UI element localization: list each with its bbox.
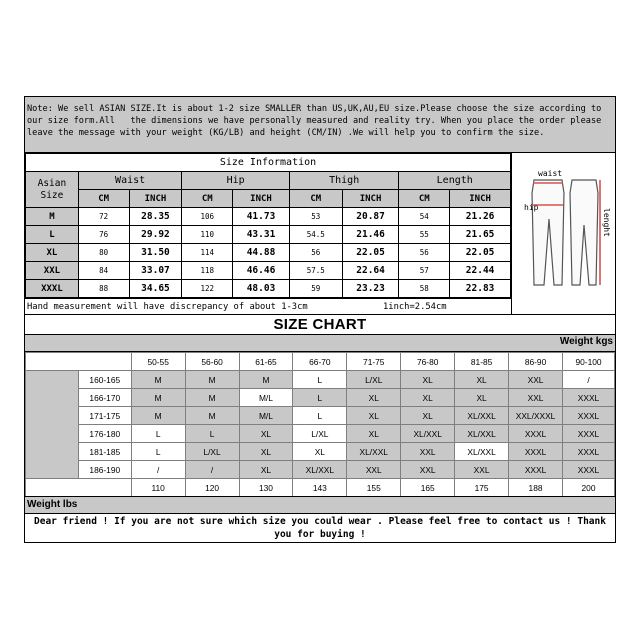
lbs-value-cell: 188 (509, 479, 563, 497)
corner-cell (26, 353, 132, 371)
inch-value-cell: 20.87 (342, 208, 399, 226)
cm-value-cell: 57.5 (289, 262, 342, 280)
size-recommendation-cell: XL/XXL (455, 407, 509, 425)
size-recommendation-cell: XXXL (509, 461, 563, 479)
size-recommendation-cell: XL/XXL (455, 425, 509, 443)
inch-value-cell: 22.44 (450, 262, 511, 280)
weight-lbs-label: Weight lbs (27, 499, 78, 510)
inch-value-cell: 43.31 (233, 226, 290, 244)
size-recommendation-cell: XL (239, 443, 293, 461)
cm-value-cell: 55 (399, 226, 450, 244)
size-recommendation-cell: XL (293, 443, 347, 461)
inch-value-cell: 31.50 (129, 244, 182, 262)
size-recommendation-cell: XXL (509, 389, 563, 407)
unit-cm-header: CM (182, 190, 233, 208)
lbs-value-cell: 155 (347, 479, 401, 497)
cm-value-cell: 57 (399, 262, 450, 280)
size-info-row (26, 280, 511, 298)
size-recommendation-cell: L (293, 389, 347, 407)
size-recommendation-cell: XXL/XXXL (509, 407, 563, 425)
size-info-row (26, 226, 511, 244)
cm-value-cell: 76 (78, 226, 129, 244)
size-recommendation-cell: XL (239, 425, 293, 443)
cm-value-cell: 53 (289, 208, 342, 226)
thigh-header: Thigh (289, 172, 399, 190)
hip-header: Hip (182, 172, 290, 190)
size-chart-title: SIZE CHART (273, 316, 367, 333)
weight-kgs-bar (25, 334, 615, 352)
size-recommendation-cell: XL/XXL (455, 443, 509, 461)
unit-inch-header: INCH (450, 190, 511, 208)
height-range-cell: 176-180 (78, 425, 131, 443)
size-label-cell: XXXL (26, 280, 79, 298)
cm-value-cell: 88 (78, 280, 129, 298)
inch-value-cell: 41.73 (233, 208, 290, 226)
size-recommendation-cell: M (131, 407, 185, 425)
pants-measurement-diagram (511, 153, 615, 315)
height-range-cell: 186-190 (78, 461, 131, 479)
kg-range-cell: 50-55 (131, 353, 185, 371)
inch-value-cell: 29.92 (129, 226, 182, 244)
lbs-value-cell: 143 (293, 479, 347, 497)
size-info-row (26, 208, 511, 226)
size-recommendation-cell: L/XL (185, 443, 239, 461)
footer-message: Dear friend ! If you are not sure which size you could wear . Please feel free to contact us ! Thank you for buying ! (34, 516, 606, 540)
inch-value-cell: 44.88 (233, 244, 290, 262)
size-recommendation-cell: XXXL (563, 461, 615, 479)
size-recommendation-cell: XXXL (563, 407, 615, 425)
size-recommendation-cell: L (185, 425, 239, 443)
size-recommendation-cell: XL (239, 461, 293, 479)
size-recommendation-cell: XL (401, 371, 455, 389)
kg-range-cell: 71-75 (347, 353, 401, 371)
size-recommendation-cell: / (185, 461, 239, 479)
cm-value-cell: 118 (182, 262, 233, 280)
height-range-cell: 166-170 (78, 389, 131, 407)
size-recommendation-cell: M/L (239, 407, 293, 425)
size-recommendation-cell: / (131, 461, 185, 479)
size-recommendation-cell: XL/XXL (347, 443, 401, 461)
kg-range-row (26, 353, 615, 371)
size-recommendation-cell: M (131, 371, 185, 389)
cm-value-cell: 54.5 (289, 226, 342, 244)
unit-inch-header: INCH (233, 190, 290, 208)
size-recommendation-cell: XL (347, 425, 401, 443)
size-recommendation-cell: XL (455, 389, 509, 407)
lbs-value-cell: 130 (239, 479, 293, 497)
cm-value-cell: 114 (182, 244, 233, 262)
size-recommendation-cell: M/L (239, 389, 293, 407)
size-recommendation-cell: XXL (401, 461, 455, 479)
height-row (26, 425, 615, 443)
lbs-value-cell: 165 (401, 479, 455, 497)
inch-value-cell: 46.46 (233, 262, 290, 280)
length-header: Length (399, 172, 511, 190)
cm-value-cell: 56 (399, 244, 450, 262)
kg-range-cell: 61-65 (239, 353, 293, 371)
size-recommendation-cell: XXXL (509, 443, 563, 461)
inch-value-cell: 21.46 (342, 226, 399, 244)
kg-range-cell: 56-60 (185, 353, 239, 371)
lbs-value-cell: 120 (185, 479, 239, 497)
cm-value-cell: 58 (399, 280, 450, 298)
measure-discrepancy-text: Hand measurement will have discrepancy of about 1-3cm (27, 302, 308, 312)
weight-lbs-bar (25, 496, 615, 514)
kg-range-cell: 90-100 (563, 353, 615, 371)
pants-illustration (512, 153, 615, 313)
height-row (26, 461, 615, 479)
height-range-cell: 160-165 (78, 371, 131, 389)
size-chart-document (24, 96, 616, 543)
size-recommendation-cell: / (563, 371, 615, 389)
pants-label-hip: hip (524, 203, 539, 212)
inch-value-cell: 23.23 (342, 280, 399, 298)
cm-value-cell: 80 (78, 244, 129, 262)
kg-range-cell: 86-90 (509, 353, 563, 371)
size-recommendation-table (25, 352, 615, 497)
size-recommendation-cell: L (131, 443, 185, 461)
size-recommendation-cell: M (239, 371, 293, 389)
pants-label-length: lenght (602, 208, 611, 237)
size-label-cell: L (26, 226, 79, 244)
front-pants-shape (532, 180, 564, 285)
size-recommendation-cell: XL (401, 389, 455, 407)
size-recommendation-cell: XL (455, 371, 509, 389)
size-recommendation-cell: XXXL (563, 389, 615, 407)
inch-value-cell: 22.64 (342, 262, 399, 280)
size-info-title: Size Information (26, 154, 511, 172)
lbs-value-row (26, 479, 615, 497)
size-recommendation-cell: XL (347, 407, 401, 425)
size-information-table (25, 153, 511, 298)
cm-value-cell: 122 (182, 280, 233, 298)
inch-conversion-text: 1inch=2.54cm (383, 302, 447, 312)
inch-value-cell: 22.05 (342, 244, 399, 262)
size-recommendation-cell: XXXL (563, 425, 615, 443)
size-recommendation-cell: M (185, 407, 239, 425)
height-row (26, 407, 615, 425)
size-recommendation-cell: XXL (455, 461, 509, 479)
size-recommendation-cell: L/XL (347, 371, 401, 389)
height-range-cell: 171-175 (78, 407, 131, 425)
measurement-note (25, 298, 511, 315)
height-row (26, 389, 615, 407)
size-recommendation-cell: M (185, 371, 239, 389)
size-recommendation-cell: XL (401, 407, 455, 425)
kg-range-cell: 76-80 (401, 353, 455, 371)
size-info-row (26, 262, 511, 280)
asian-size-header: Asian Size (26, 172, 79, 208)
unit-cm-header: CM (399, 190, 450, 208)
size-label-cell: XXL (26, 262, 79, 280)
size-recommendation-cell: L/XL (293, 425, 347, 443)
inch-value-cell: 34.65 (129, 280, 182, 298)
height-row (26, 443, 615, 461)
cm-value-cell: 56 (289, 244, 342, 262)
kg-range-cell: 66-70 (293, 353, 347, 371)
size-recommendation-cell: XL/XXL (293, 461, 347, 479)
corner-cell (26, 479, 132, 497)
inch-value-cell: 28.35 (129, 208, 182, 226)
inch-value-cell: 33.07 (129, 262, 182, 280)
size-info-row (26, 244, 511, 262)
waist-header: Waist (78, 172, 182, 190)
size-label-cell: M (26, 208, 79, 226)
size-recommendation-cell: XXL (401, 443, 455, 461)
lbs-value-cell: 175 (455, 479, 509, 497)
size-recommendation-cell: L (131, 425, 185, 443)
size-recommendation-cell: XL (347, 389, 401, 407)
size-note: Note: We sell ASIAN SIZE.It is about 1-2 size SMALLER than US,UK,AU,EU size.Please choose the size according to our size form.All the dimensions we have personally measured and reality try. When you place the order please leave the message with your weight (KG/LB) and height (CM/IN) .We will help you to confirm the size. (25, 97, 615, 153)
lbs-value-cell: 110 (131, 479, 185, 497)
inch-value-cell: 22.83 (450, 280, 511, 298)
cm-value-cell: 110 (182, 226, 233, 244)
size-recommendation-cell: XXXL (563, 443, 615, 461)
weight-kgs-label: Weight kgs (559, 336, 613, 347)
size-recommendation-cell: L (293, 371, 347, 389)
cm-value-cell: 84 (78, 262, 129, 280)
back-pants-shape (570, 180, 598, 285)
cm-value-cell: 54 (399, 208, 450, 226)
cm-value-cell: 59 (289, 280, 342, 298)
kg-range-cell: 81-85 (455, 353, 509, 371)
size-recommendation-cell: XXL (347, 461, 401, 479)
size-recommendation-cell: XL/XXL (401, 425, 455, 443)
inch-value-cell: 48.03 (233, 280, 290, 298)
unit-cm-header: CM (78, 190, 129, 208)
size-recommendation-cell: M (185, 389, 239, 407)
inch-value-cell: 21.26 (450, 208, 511, 226)
size-recommendation-cell: XXXL (509, 425, 563, 443)
inch-value-cell: 22.05 (450, 244, 511, 262)
size-label-cell: XL (26, 244, 79, 262)
height-side-bar (26, 371, 79, 479)
height-range-cell: 181-185 (78, 443, 131, 461)
cm-value-cell: 106 (182, 208, 233, 226)
size-recommendation-cell: M (131, 389, 185, 407)
pants-label-waist: waist (538, 169, 563, 178)
height-row (26, 371, 615, 389)
unit-inch-header: INCH (342, 190, 399, 208)
cm-value-cell: 72 (78, 208, 129, 226)
unit-cm-header: CM (289, 190, 342, 208)
size-recommendation-cell: XXL (509, 371, 563, 389)
unit-inch-header: INCH (129, 190, 182, 208)
size-recommendation-cell: L (293, 407, 347, 425)
lbs-value-cell: 200 (563, 479, 615, 497)
inch-value-cell: 21.65 (450, 226, 511, 244)
